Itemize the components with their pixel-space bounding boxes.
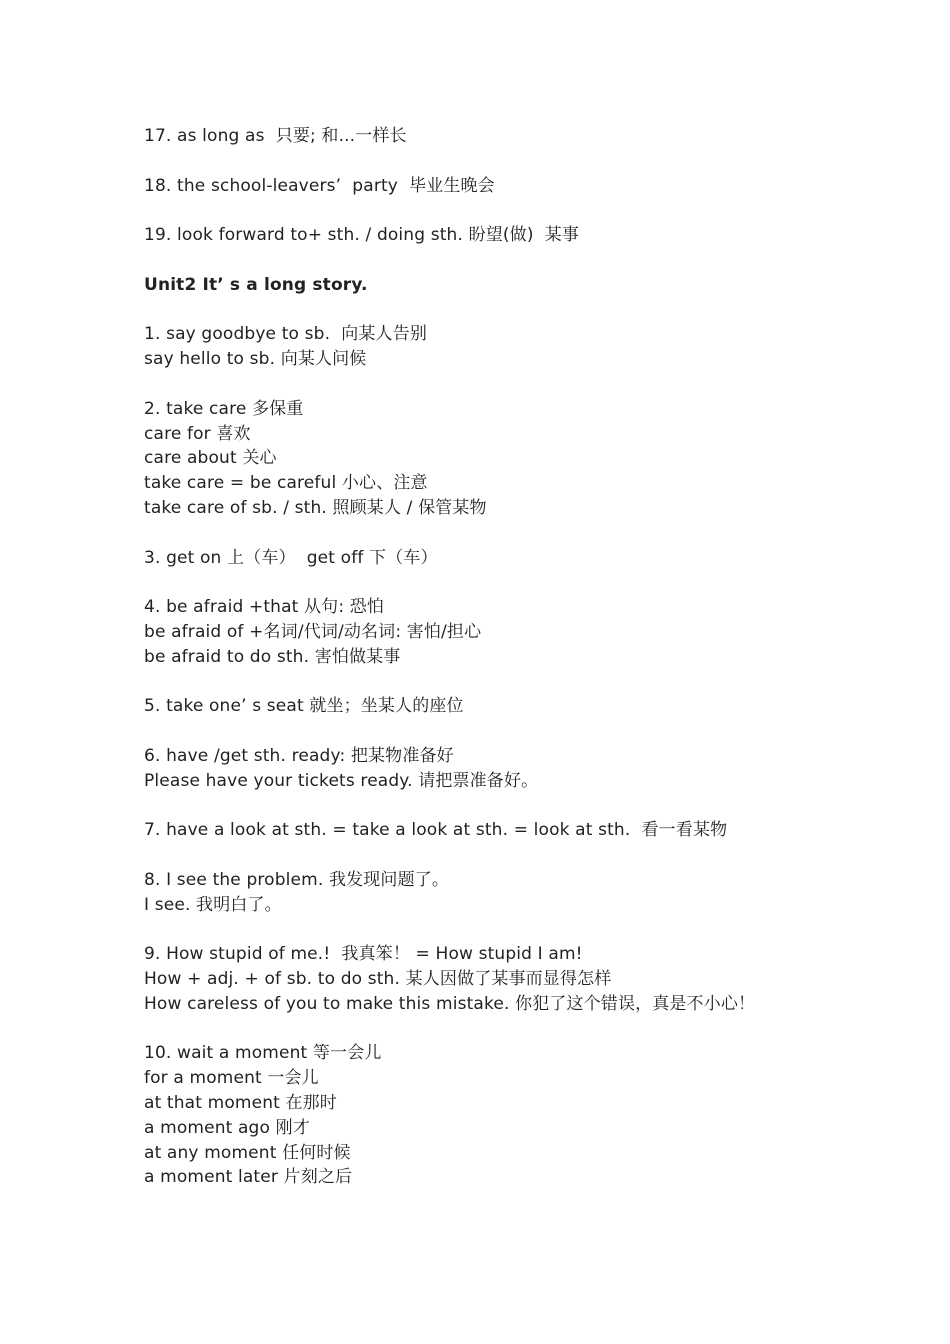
entry-7 xyxy=(144,818,924,843)
entry-line: at any moment 任何时候 xyxy=(144,1142,351,1163)
entry-line: 2. take care 多保重 xyxy=(144,398,304,419)
entry-line: 6. have /get sth. ready: 把某物准备好 xyxy=(144,745,454,766)
entry-line: I see. 我明白了。 xyxy=(144,894,282,915)
entry-line: 5. take one’ s seat 就坐；坐某人的座位 xyxy=(144,696,464,717)
entry-line: at that moment 在那时 xyxy=(144,1093,337,1114)
entry-line: 18. the school-leavers’ party 毕业生晚会 xyxy=(144,175,495,196)
entry-19 xyxy=(144,223,924,248)
entry-line: be afraid to do sth. 害怕做某事 xyxy=(144,646,401,667)
entry-18 xyxy=(144,174,924,199)
unit-heading-block xyxy=(144,273,924,298)
document-page xyxy=(144,124,924,1215)
entry-line: How + adj. + of sb. to do sth. 某人因做了某事而显得怎样 xyxy=(144,969,612,990)
entry-5 xyxy=(144,694,924,719)
entry-line: for a moment 一会儿 xyxy=(144,1068,319,1089)
entry-2 xyxy=(144,397,924,521)
entry-line: 7. have a look at sth. = take a look at sth. = look at sth. 看一看某物 xyxy=(144,820,728,841)
entry-6 xyxy=(144,744,924,794)
entry-line: care about 关心 xyxy=(144,448,277,469)
entry-line: How careless of you to make this mistake. 你犯了这个错误，真是不小心！ xyxy=(144,993,756,1014)
entry-line: take care = be careful 小心、注意 xyxy=(144,473,428,494)
entry-1 xyxy=(144,322,924,372)
entry-line: 10. wait a moment 等一会儿 xyxy=(144,1043,382,1064)
entry-line: 19. look forward to+ sth. / doing sth. 盼望(做) 某事 xyxy=(144,225,580,246)
entry-line: care for 喜欢 xyxy=(144,423,251,444)
entry-4 xyxy=(144,595,924,669)
unit-heading: Unit2 It’ s a long story. xyxy=(144,274,368,295)
entry-line: 1. say goodbye to sb. 向某人告别 xyxy=(144,324,427,345)
entry-10 xyxy=(144,1041,924,1190)
entry-line: 4. be afraid +that 从句: 恐怕 xyxy=(144,597,385,618)
entry-line: say hello to sb. 向某人问候 xyxy=(144,349,367,370)
entry-8 xyxy=(144,868,924,918)
entry-3 xyxy=(144,546,924,571)
entry-line: a moment later 片刻之后 xyxy=(144,1167,353,1188)
entry-line: a moment ago 刚才 xyxy=(144,1117,310,1138)
entry-line: take care of sb. / sth. 照顾某人 / 保管某物 xyxy=(144,497,487,518)
entry-line: 17. as long as 只要; 和...一样长 xyxy=(144,126,407,146)
entry-line: 9. How stupid of me.! 我真笨！ = How stupid I am! xyxy=(144,944,583,965)
entry-line: Please have your tickets ready. 请把票准备好。 xyxy=(144,770,539,791)
entry-line: be afraid of +名词/代词/动名词: 害怕/担心 xyxy=(144,621,482,642)
entry-line: 3. get on 上（车） get off 下（车） xyxy=(144,547,438,568)
entry-line: 8. I see the problem. 我发现问题了。 xyxy=(144,869,450,890)
entry-17 xyxy=(144,124,924,149)
entry-9 xyxy=(144,942,924,1016)
